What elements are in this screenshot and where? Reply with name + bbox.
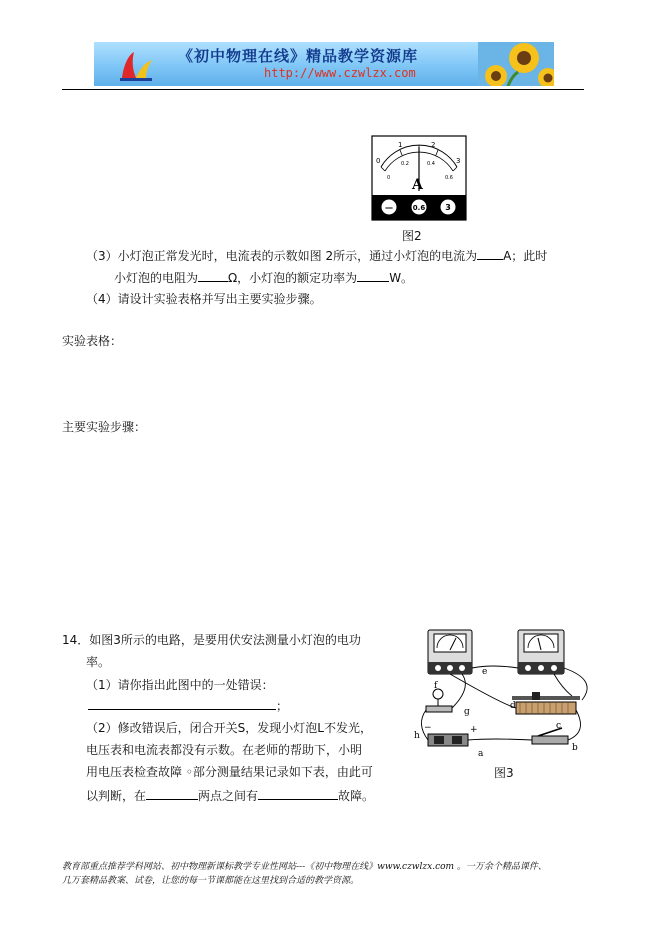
q3-line1: [86, 247, 547, 264]
switch-device: [532, 728, 568, 744]
sunflower-icon: [478, 42, 554, 86]
q14-line8: [86, 787, 374, 804]
page-footer: [62, 860, 602, 888]
point-label-h: h: [414, 731, 420, 741]
scale-bottom-1: 0.2: [401, 161, 409, 167]
q14-line4-end: ；: [276, 699, 289, 713]
q14-points-blank[interactable]: [146, 787, 198, 800]
polarity-plus: +: [470, 725, 478, 735]
q14-error-blank[interactable]: [88, 697, 276, 710]
steps-label: 主要实验步骤：: [62, 420, 147, 434]
q3-current-blank[interactable]: [477, 247, 503, 260]
scale-bottom-0: 0: [387, 175, 391, 181]
q3-line2-mid: Ω，小灯泡的额定功率为: [228, 271, 358, 285]
point-label-c: c: [556, 721, 562, 731]
q3-power-blank[interactable]: [357, 269, 389, 282]
polarity-minus: −: [424, 723, 432, 733]
q3-line1-text: （3）小灯泡正常发光时，电流表的示数如图 2所示，通过小灯泡的电流为: [86, 249, 478, 263]
point-label-d: d: [510, 701, 516, 711]
scale-bottom-3: 0.6: [445, 175, 453, 181]
q3-resistance-blank[interactable]: [198, 269, 228, 282]
circuit-figure: [412, 624, 602, 760]
q3-line1-end: A；此时: [503, 249, 548, 263]
point-label-e: e: [482, 667, 488, 677]
scale-top-3: 3: [456, 157, 461, 165]
battery-device: [428, 734, 468, 746]
terminal-0-6: 0.6: [412, 204, 426, 212]
q14-line1: 14．如图3所示的电路，是要用伏安法测量小灯泡的电功: [62, 633, 361, 647]
point-label-f: f: [434, 681, 438, 691]
scale-bottom-2: 0.4: [427, 161, 435, 167]
footer-line2: 几万套精品教案、试卷，让您的每一节课都能在这里找到合适的教学资源。: [62, 876, 360, 886]
q14-line8-end: 故障。: [338, 789, 375, 803]
lamp-device: [426, 689, 452, 712]
banner-url: http://www.czwlzx.com: [264, 66, 416, 80]
terminal-3: 3: [445, 203, 451, 212]
ammeter-figure: [371, 135, 467, 221]
q14-line2: 率。: [86, 655, 111, 669]
q3-line2-text: 小灯泡的电阻为: [114, 271, 199, 285]
header-divider: [62, 89, 584, 90]
scale-top-0: 0: [376, 157, 381, 165]
banner-title: 《初中物理在线》精品教学资源库: [178, 47, 419, 65]
figure3-caption: 图3: [494, 766, 514, 780]
q14-line4: [88, 697, 288, 714]
q14-line6: 电压表和电流表都没有示数。在老师的帮助下，小明: [86, 743, 363, 757]
footer-line1: 教育部重点推荐学科网站、初中物理新课标教学专业性网站---《初中物理在线》www.czwlzx.com 。一万余个精品课件、: [62, 862, 547, 872]
site-logo-icon: [116, 48, 156, 82]
q4-text: （4）请设计实验表格并写出主要实验步骤。: [86, 292, 322, 306]
point-label-b: b: [572, 743, 578, 753]
q3-line2-end: W。: [389, 271, 414, 285]
meter-letter: A: [412, 177, 423, 193]
point-label-g: g: [464, 707, 470, 717]
figure2-caption: 图2: [402, 229, 422, 243]
scale-top-2: 2: [431, 141, 436, 149]
voltmeter-device: [518, 630, 564, 674]
q14-line5: （2）修改错误后，闭合开关S，发现小灯泡L不发光，: [86, 721, 372, 735]
q14-line3: （1）请你指出此图中的一处错误：: [86, 678, 274, 692]
q14-line7: 用电压表检查故障 ◦部分测量结果记录如下表，由此可: [86, 765, 373, 779]
header-banner: [94, 42, 554, 86]
terminal-minus: —: [385, 203, 393, 212]
q3-line2: [114, 269, 413, 286]
rheostat-device: [512, 692, 580, 714]
q14-line8-text: 以判断，在: [86, 789, 147, 803]
scale-top-1: 1: [398, 141, 403, 149]
ammeter-device: [428, 630, 472, 674]
point-label-a: a: [478, 749, 484, 759]
q14-fault-blank[interactable]: [258, 787, 338, 800]
table-label: 实验表格：: [62, 334, 123, 348]
q14-line8-mid: 两点之间有: [198, 789, 259, 803]
